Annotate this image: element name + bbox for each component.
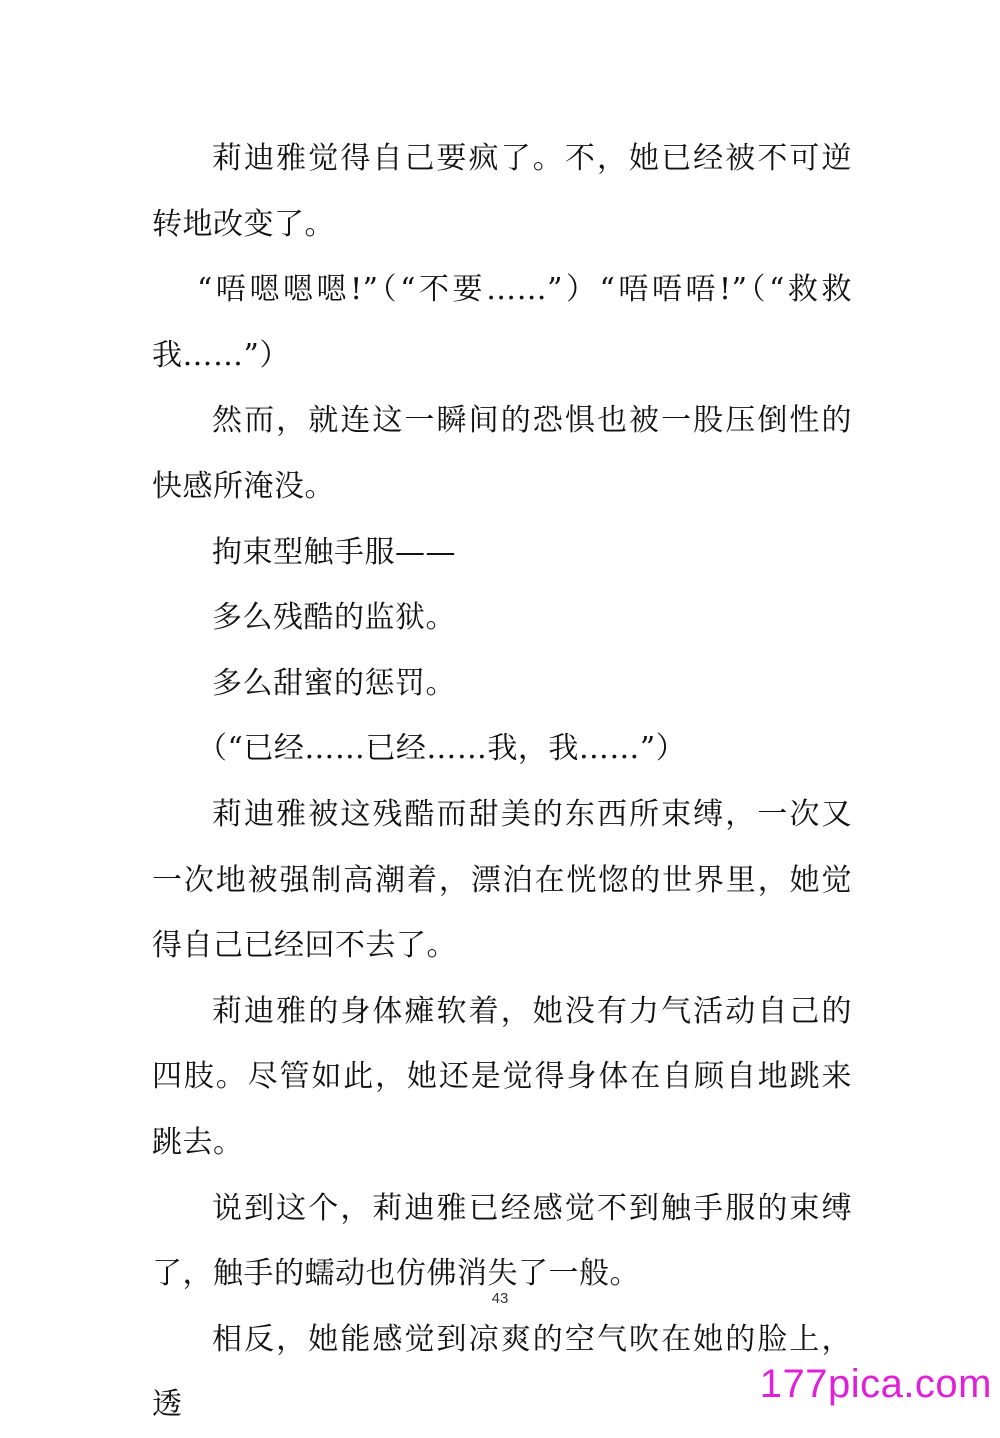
paragraph: 相反，她能感觉到凉爽的空气吹在她的脸上，透	[152, 1321, 852, 1423]
paragraph: （“已经……已经……我，我……”）	[197, 731, 687, 767]
page-number: 43	[491, 1290, 509, 1307]
paragraph: 拘束型触手服——	[212, 534, 456, 570]
paragraph: 多么残酷的监狱。	[212, 600, 456, 636]
paragraph: 多么甜蜜的惩罚。	[212, 665, 456, 701]
paragraph: 然而，就连这一瞬间的恐惧也被一股压倒性的快感所淹没。	[152, 403, 852, 504]
paragraph: “唔嗯嗯嗯!”（“不要……”）“唔唔唔!”（“救救我……”）	[152, 272, 852, 373]
paragraph: 莉迪雅觉得自己要疯了。不，她已经被不可逆转地改变了。	[152, 141, 852, 242]
paragraph: 莉迪雅的身体瘫软着，她没有力气活动自己的四肢。尽管如此，她还是觉得身体在自顾自地跳来跳去。	[152, 993, 852, 1160]
paragraph: 莉迪雅被这残酷而甜美的东西所束缚，一次又一次地被强制高潮着，漂泊在恍惚的世界里，她觉得自己已经回不去了。	[152, 796, 852, 964]
paragraph: 说到这个，莉迪雅已经感觉不到触手服的束缚了，触手的蠕动也仿佛消失了一般。	[152, 1190, 852, 1292]
watermark: 177pica.com	[759, 1362, 992, 1406]
body-text	[152, 126, 852, 1438]
